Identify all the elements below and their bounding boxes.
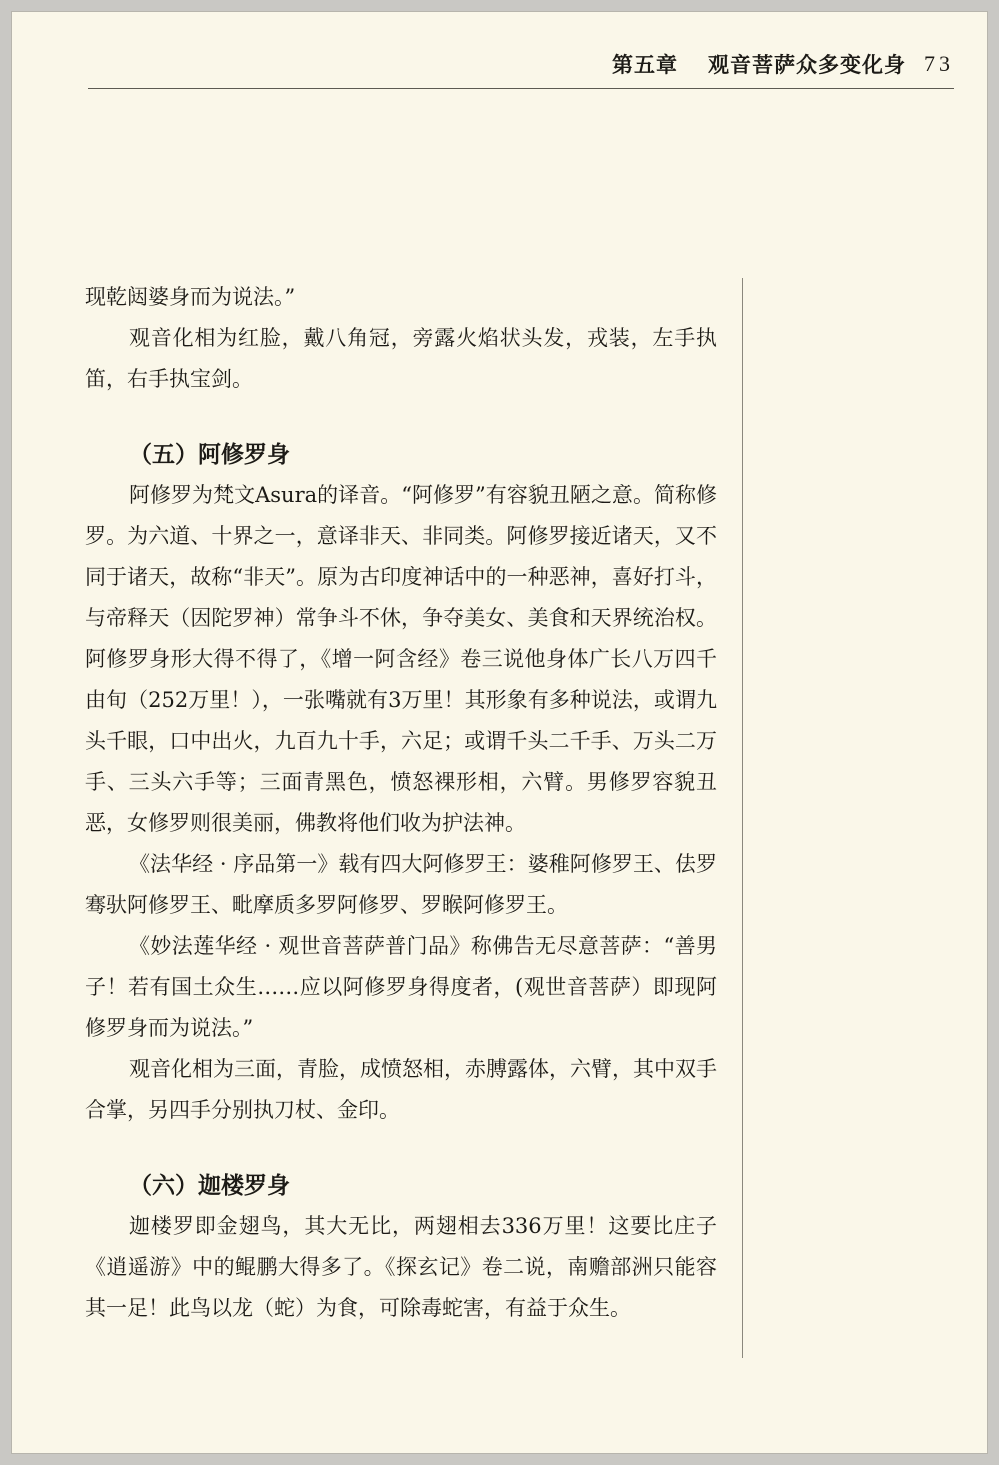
- paragraph-continuation: 现乾闼婆身而为说法。”: [85, 285, 296, 309]
- chapter-label: 第五章: [612, 52, 678, 77]
- body-text: [85, 277, 717, 1329]
- paragraph-asura-intro: 阿修罗为梵文Asura的译音。“阿修罗”有容貌丑陋之意。简称修罗。为六道、十界之一，意译非天、非同类。阿修罗接近诸天，又不同于诸天，故称“非天”。原为古印度神话中的一种恶神，喜好打斗，与帝释天（因陀罗神）常争斗不休，争夺美女、美食和天界统治权。阿修罗身形大得不得了，《增一阿含经》卷三说他身体广长八万四千由旬（252万里！），一张嘴就有3万里！其形象有多种说法，或谓九头千眼，口中出火，九百九十手，六足；或谓千头二千手、万头二万手、三头六手等；三面青黑色，愤怒裸形相，六臂。男修罗容貌丑恶，女修罗则很美丽，佛教将他们收为护法神。: [85, 483, 717, 835]
- paragraph-gandharva-form: 观音化相为红脸，戴八角冠，旁露火焰状头发，戎装，左手执笛，右手执宝剑。: [85, 326, 717, 391]
- paragraph-garuda-intro: 迦楼罗即金翅鸟，其大无比，两翅相去336万里！这要比庄子《逍遥游》中的鲲鹏大得多了。《探玄记》卷二说，南赡部洲只能容其一足！此鸟以龙（蛇）为食，可除毒蛇害，有益于众生。: [85, 1214, 717, 1320]
- header-rule: [88, 88, 954, 89]
- section-heading-asura: （五）阿修罗身: [129, 441, 290, 468]
- paragraph-asura-kings: 《法华经 · 序品第一》载有四大阿修罗王：婆稚阿修罗王、佉罗骞驮阿修罗王、毗摩质多罗阿修罗、罗睺阿修罗王。: [85, 852, 717, 917]
- paragraph-asura-sutra: 《妙法莲华经 · 观世音菩萨普门品》称佛告无尽意菩萨：“善男子！若有国土众生……应以阿修罗身得度者，(观世音菩萨）即现阿修罗身而为说法。”: [85, 934, 717, 1040]
- book-page: [12, 12, 987, 1453]
- margin-rule: [742, 278, 743, 1358]
- page-number: 73: [924, 51, 954, 76]
- paragraph-asura-form: 观音化相为三面，青脸，成愤怒相，赤膊露体，六臂，其中双手合掌，另四手分别执刀杖、金印。: [85, 1057, 717, 1122]
- section-heading-garuda: （六）迦楼罗身: [129, 1172, 290, 1199]
- chapter-title: 观音菩萨众多变化身: [708, 52, 906, 77]
- running-header: [88, 48, 954, 80]
